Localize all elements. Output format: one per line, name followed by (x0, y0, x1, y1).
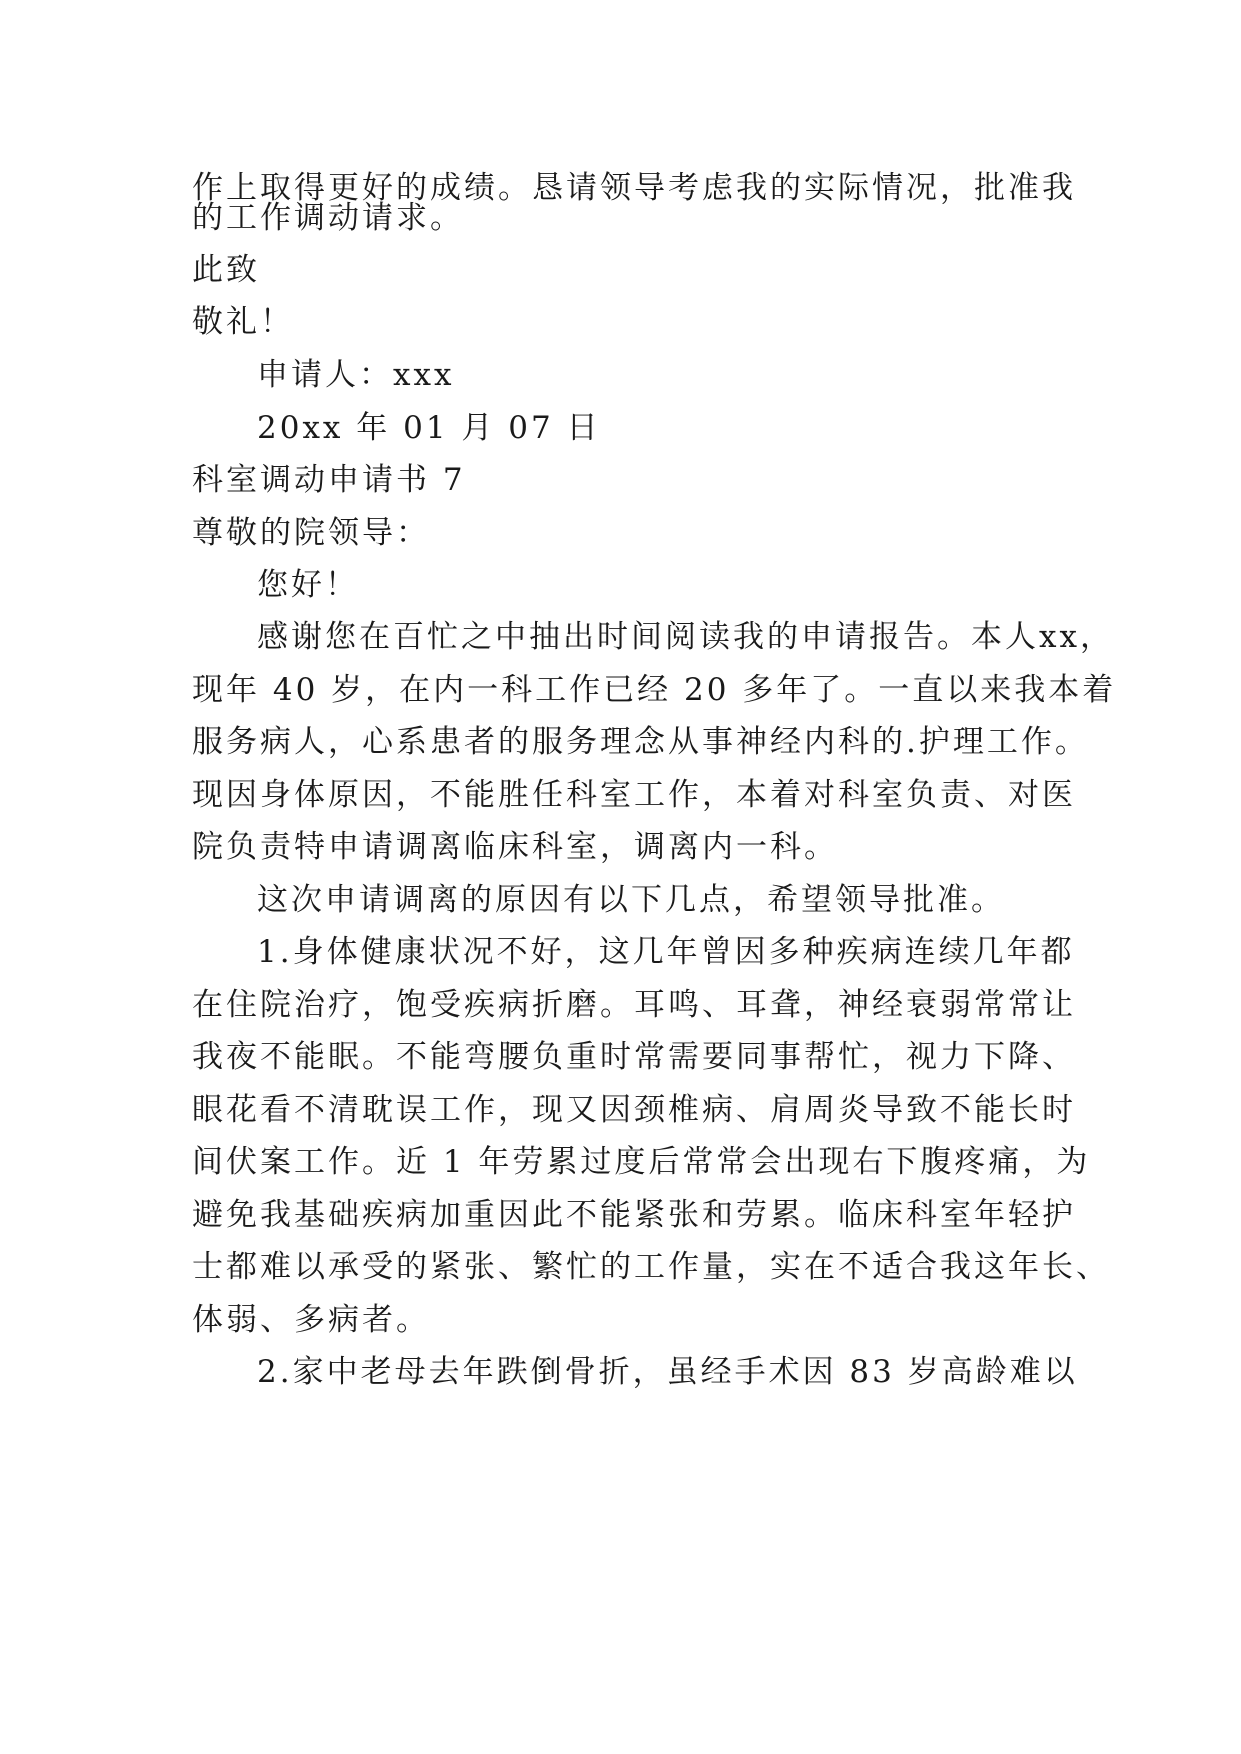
body-text-line: 体弱、多病者。 (192, 1302, 430, 1338)
salutation-closing: 此致 (192, 252, 260, 288)
body-text-line: 眼花看不清耽误工作，现又因颈椎病、肩周炎导致不能长时 (192, 1092, 1076, 1128)
body-text-line: 我夜不能眠。不能弯腰负重时常需要同事帮忙，视力下降、 (192, 1039, 1076, 1075)
body-text-line: 的工作调动请求。 (192, 200, 464, 236)
body-text-line: 士都难以承受的紧张、繁忙的工作量，实在不适合我这年长、 (192, 1249, 1110, 1285)
body-text-line: 院负责特申请调离临床科室，调离内一科。 (192, 829, 838, 865)
body-text-line: 在住院治疗，饱受疾病折磨。耳鸣、耳聋，神经衰弱常常让 (192, 987, 1076, 1023)
body-text-line: 1.身体健康状况不好，这几年曾因多种疾病连续几年都 (257, 934, 1075, 970)
body-text-line: 感谢您在百忙之中抽出时间阅读我的申请报告。本人xx， (257, 619, 1114, 655)
greeting-recipient: 尊敬的院领导： (192, 515, 430, 551)
body-text-line: 现年 40 岁，在内一科工作已经 20 多年了。一直以来我本着 (192, 672, 1117, 708)
greeting-hello: 您好！ (257, 567, 359, 603)
body-text-line: 2.家中老母去年跌倒骨折，虽经手术因 83 岁高龄难以 (257, 1354, 1078, 1390)
body-text-line: 作上取得更好的成绩。恳请领导考虑我的实际情况，批准我 (192, 170, 1076, 206)
body-text-line: 服务病人，心系患者的服务理念从事神经内科的.护理工作。 (192, 724, 1089, 760)
salutation-regards: 敬礼！ (192, 304, 294, 340)
applicant-name: 申请人：xxx (257, 357, 455, 393)
body-text-line: 这次申请调离的原因有以下几点，希望领导批准。 (257, 882, 1005, 918)
body-text-line: 间伏案工作。近 1 年劳累过度后常常会出现右下腹疼痛，为 (192, 1144, 1091, 1180)
document-title: 科室调动申请书 7 (192, 462, 466, 498)
body-text-line: 避免我基础疾病加重因此不能紧张和劳累。临床科室年轻护 (192, 1197, 1076, 1233)
application-date: 20xx 年 01 月 07 日 (257, 410, 601, 446)
body-text-line: 现因身体原因，不能胜任科室工作，本着对科室负责、对医 (192, 777, 1076, 813)
